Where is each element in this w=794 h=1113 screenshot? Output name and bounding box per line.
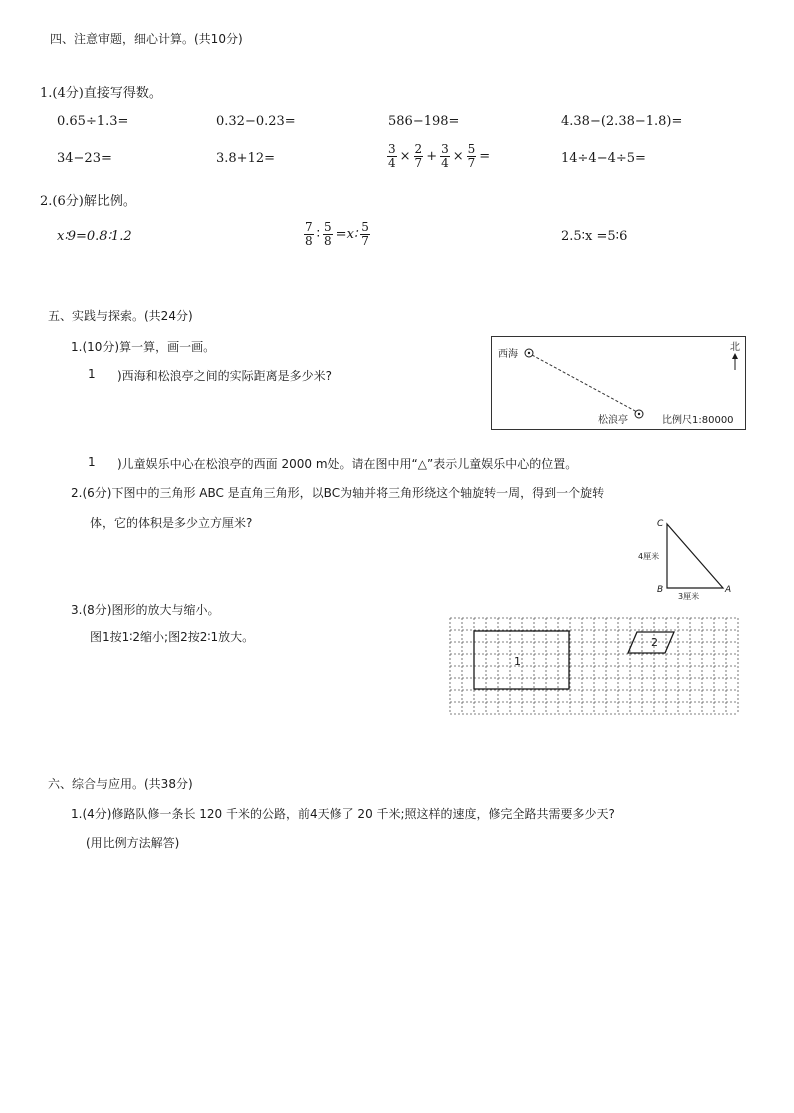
fraction-2: $\frac{2}{7}$: [414, 142, 423, 170]
fraction-5-8: $\frac{5}{8}$: [324, 220, 332, 248]
fraction-3: $\frac{3}{4}$: [441, 142, 449, 170]
calc-item-6: 3.8+12=: [216, 151, 276, 166]
triangle-abc-figure: [630, 512, 740, 602]
s4-q1-label: 1.(4分)直接写得数。: [40, 86, 162, 101]
calc-item-3: 586−198=: [388, 114, 460, 129]
fraction-7-8: $\frac{7}{8}$: [305, 220, 313, 248]
figure-1-label: 1: [514, 655, 521, 668]
fraction-4: $\frac{5}{7}$: [467, 142, 476, 170]
calc-item-4: 4.38−(2.38−1.8)=: [561, 114, 683, 129]
vertex-c-label: C: [657, 519, 664, 529]
proportion-eq-3: 2.5∶x =5∶6: [561, 229, 628, 244]
figure-2-label: 2: [651, 636, 658, 649]
proportion-eq-2: $\frac{7}{8}$ ∶ $\frac{5}{8}$ =x∶ $\frac{5}{7}$: [305, 220, 369, 248]
calc-fraction-expression: $\frac{3}{4}$ × $\frac{2}{7}$ + $\frac{3}{4}$ × $\frac{5}{7}$ =: [388, 142, 491, 170]
s5-q3-label: 3.(8分)图形的放大与缩小。: [71, 603, 220, 617]
scaling-grid: [448, 616, 748, 726]
s5-q1-sub1: )西海和松浪亭之间的实际距离是多少米?: [117, 369, 333, 383]
s5-q2-line2: 体，它的体积是多少立方厘米?: [90, 516, 253, 530]
map-label-songlangting: 松浪亭: [598, 415, 628, 426]
calc-item-2: 0.32−0.23=: [216, 114, 296, 129]
s5-q2-line1: 2.(6分)下图中的三角形 ABC 是直角三角形，以BC为轴并将三角形绕这个轴旋转一周，得到一个旋转: [71, 486, 605, 500]
xihai-point-dot: [528, 352, 530, 354]
calc-item-1: 0.65÷1.3=: [57, 114, 129, 129]
vertex-a-label: A: [725, 585, 732, 595]
section5-title: 五、实践与探索。(共24分): [48, 309, 193, 323]
section6-title: 六、综合与应用。(共38分): [48, 777, 193, 791]
fraction-5-7: $\frac{5}{7}$: [361, 220, 369, 248]
north-arrowhead-icon: [732, 353, 738, 359]
calc-item-5: 34−23=: [57, 151, 112, 166]
vertex-b-label: B: [657, 585, 664, 595]
side-ba-label: 3厘米: [678, 592, 700, 601]
fraction-1: $\frac{3}{4}$: [388, 142, 396, 170]
s5-q1-label: 1.(10分)算一算，画一画。: [71, 340, 216, 354]
s5-q3-instruction: 图1按1∶2缩小;图2按2∶1放大。: [90, 630, 255, 644]
side-bc-label: 4厘米: [638, 552, 660, 561]
section4-title: 四、注意审题，细心计算。(共10分): [50, 32, 243, 46]
s5-q1-sub2-marker: 1: [88, 455, 96, 469]
grid-lines: [450, 618, 738, 714]
distance-dashed-line: [532, 355, 637, 412]
figure-1-rectangle: [474, 631, 569, 689]
s6-q1-line1: 1.(4分)修路队修一条长 120 千米的公路，前4天修了 20 千米;照这样的速度，修完全路共需要多少天?: [71, 807, 615, 821]
s6-q1-line2: (用比例方法解答): [86, 836, 180, 850]
songlangting-point-dot: [638, 413, 640, 415]
calc-item-7: 14÷4−4÷5=: [561, 151, 646, 166]
triangle-abc: [667, 524, 723, 588]
s5-q1-sub2: )儿童娱乐中心在松浪亭的西面 2000 m处。请在图中用“△”表示儿童娱乐中心的位置。: [117, 457, 578, 471]
s4-q2-label: 2.(6分)解比例。: [40, 194, 136, 209]
proportion-eq-1: x∶9=0.8∶1.2: [57, 229, 132, 244]
map-box: [491, 336, 746, 430]
map-scale: 比例尺1:80000: [662, 415, 734, 426]
map-drawing: [492, 337, 745, 429]
s5-q1-sub1-marker: 1: [88, 367, 96, 381]
north-label: 北: [730, 342, 740, 353]
map-label-xihai: 西海: [498, 349, 518, 360]
